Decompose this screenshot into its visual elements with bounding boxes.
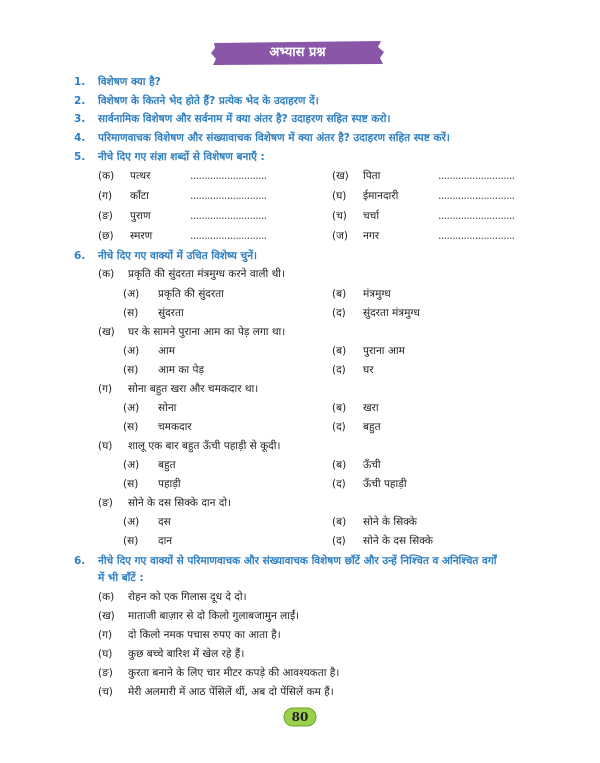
item-label: (ख) bbox=[98, 610, 115, 622]
option-label: (द) bbox=[332, 307, 346, 319]
question-2 bbox=[0, 91, 600, 111]
sentence-text: दो किलो नमक पचास रुपए का आता है। bbox=[128, 629, 281, 641]
sentence-text: कुछ बच्चे बारिश में खेल रहे हैं। bbox=[128, 648, 245, 660]
question-number: 6. bbox=[74, 555, 86, 567]
option-label: (स) bbox=[123, 307, 139, 319]
option-row bbox=[0, 455, 600, 475]
option-label: (अ) bbox=[123, 402, 140, 414]
question-5 bbox=[0, 147, 600, 167]
option-label: (द) bbox=[332, 421, 346, 433]
question-6 bbox=[0, 246, 600, 266]
option-text: सुंदरता bbox=[158, 307, 184, 319]
sentence-row bbox=[0, 493, 600, 513]
option-text: चमकदार bbox=[158, 421, 192, 433]
answer-blank: ........................... bbox=[190, 170, 267, 182]
option-label: (स) bbox=[123, 421, 139, 433]
item-label: (च) bbox=[332, 210, 347, 222]
item-label: (क) bbox=[98, 268, 115, 280]
page-title: अभ्यास प्रश्न bbox=[269, 45, 326, 60]
option-row bbox=[0, 512, 600, 532]
question-text: परिमाणवाचक विशेषण और संख्यावाचक विशेषण में क्या अंतर है? उदाहरण सहित स्पष्ट करें। bbox=[98, 132, 450, 144]
option-text: घर bbox=[363, 364, 374, 376]
option-label: (स) bbox=[123, 364, 139, 376]
list-item bbox=[0, 625, 600, 645]
option-text: ऊँची पहाड़ी bbox=[363, 478, 407, 490]
item-label: (ग) bbox=[98, 383, 113, 395]
item-label: (ज) bbox=[332, 230, 348, 242]
option-label: (द) bbox=[332, 364, 346, 376]
option-text: प्रकृति की सुंदरता bbox=[158, 288, 224, 300]
question-7-continued bbox=[0, 568, 600, 588]
item-label: (ङ) bbox=[98, 497, 113, 509]
item-word: पत्थर bbox=[130, 170, 151, 182]
question-number: 1. bbox=[74, 76, 86, 88]
option-text: ऊँची bbox=[363, 459, 381, 471]
answer-blank: ........................... bbox=[438, 190, 515, 202]
question-number: 4. bbox=[74, 132, 86, 144]
option-text: बहुत bbox=[158, 459, 176, 471]
question-text: विशेषण क्या है? bbox=[98, 76, 161, 88]
item-word: नगर bbox=[363, 230, 380, 242]
option-text: सोने के सिक्के bbox=[363, 516, 417, 528]
item-label: (ख) bbox=[332, 170, 349, 182]
question-4 bbox=[0, 128, 600, 148]
question-number: 2. bbox=[74, 95, 86, 107]
item-label: (छ) bbox=[98, 230, 114, 242]
sentence-text: माताजी बाज़ार से दो किलो गुलाबजामुन लाईं। bbox=[128, 610, 300, 622]
page-number: 80 bbox=[291, 710, 309, 724]
item-label: (ख) bbox=[98, 326, 115, 338]
item-label: (घ) bbox=[332, 190, 347, 202]
question-text: विशेषण के कितने भेद होते हैं? प्रत्येक भेद के उदाहरण दें। bbox=[98, 95, 319, 107]
question-number: 5. bbox=[74, 151, 86, 163]
option-row bbox=[0, 284, 600, 304]
list-item bbox=[0, 587, 600, 607]
item-word: पुराण bbox=[130, 210, 151, 222]
answer-blank: ........................... bbox=[438, 170, 515, 182]
answer-blank: ........................... bbox=[438, 230, 515, 242]
option-text: मंत्रमुग्ध bbox=[363, 288, 391, 300]
option-label: (द) bbox=[332, 535, 346, 547]
option-text: सुंदरता मंत्रमुग्ध bbox=[363, 307, 420, 319]
sentence-row bbox=[0, 379, 600, 399]
sentence-text: सोने के दस सिक्के दान दो। bbox=[128, 497, 232, 509]
option-text: आम का पेड़ bbox=[158, 364, 205, 376]
option-text: दस bbox=[158, 516, 171, 528]
sentence-text: मेरी अलमारी में आठ पेंसिलें थीं, अब दो पेंसिलें कम हैं। bbox=[128, 686, 334, 698]
question-text: नीचे दिए गए वाक्यों से परिमाणवाचक और संख्यावाचक विशेषण छाँटें और उन्हें निश्चित व अनिश्चित वर्गों bbox=[98, 555, 497, 567]
question-text: सार्वनामिक विशेषण और सर्वनाम में क्या अंतर है? उदाहरण सहित स्पष्ट करो। bbox=[98, 113, 391, 125]
option-text: खरा bbox=[363, 402, 379, 414]
answer-blank: ........................... bbox=[190, 210, 267, 222]
sentence-row bbox=[0, 264, 600, 284]
option-row bbox=[0, 474, 600, 494]
list-item bbox=[0, 663, 600, 683]
item-word: पिता bbox=[363, 170, 381, 182]
option-label: (ब) bbox=[332, 516, 347, 528]
sentence-text: कुरता बनाने के लिए चार मीटर कपड़े की आवश्यकता है। bbox=[128, 667, 340, 679]
option-row bbox=[0, 303, 600, 323]
answer-blank: ........................... bbox=[190, 190, 267, 202]
sentence-text: सोना बहुत खरा और चमकदार था। bbox=[128, 383, 259, 395]
question-text: में भी बाँटें : bbox=[98, 572, 144, 584]
item-word: स्मरण bbox=[130, 230, 153, 242]
option-label: (स) bbox=[123, 535, 139, 547]
sentence-text: शालू एक बार बहुत ऊँची पहाड़ी से कूदी। bbox=[128, 440, 281, 452]
option-label: (स) bbox=[123, 478, 139, 490]
page-number-badge bbox=[283, 707, 317, 727]
list-item bbox=[0, 166, 600, 186]
option-label: (अ) bbox=[123, 345, 140, 357]
option-row bbox=[0, 341, 600, 361]
question-3 bbox=[0, 109, 600, 129]
list-item bbox=[0, 644, 600, 664]
option-text: बहुत bbox=[363, 421, 381, 433]
list-item bbox=[0, 186, 600, 206]
list-item bbox=[0, 682, 600, 702]
item-label: (घ) bbox=[98, 440, 113, 452]
answer-blank: ........................... bbox=[438, 210, 515, 222]
question-number: 6. bbox=[74, 250, 86, 262]
option-text: सोना bbox=[158, 402, 177, 414]
sentence-text: रोहन को एक गिलास दूध दे दो। bbox=[128, 591, 247, 603]
option-label: (द) bbox=[332, 478, 346, 490]
question-1 bbox=[0, 72, 600, 92]
question-text: नीचे दिए गए वाक्यों में उचित विशेष्य चुनें। bbox=[98, 250, 258, 262]
answer-blank: ........................... bbox=[190, 230, 267, 242]
item-word: चर्चा bbox=[363, 210, 380, 222]
option-label: (ब) bbox=[332, 459, 347, 471]
option-label: (अ) bbox=[123, 288, 140, 300]
item-label: (च) bbox=[98, 686, 113, 698]
question-number: 3. bbox=[74, 113, 86, 125]
item-word: काँटा bbox=[130, 190, 149, 202]
item-label: (ग) bbox=[98, 629, 113, 641]
item-word: ईमानदारी bbox=[363, 190, 399, 202]
item-label: (घ) bbox=[98, 648, 113, 660]
option-text: सोने के दस सिक्के bbox=[363, 535, 433, 547]
item-label: (ङ) bbox=[98, 667, 113, 679]
option-row bbox=[0, 417, 600, 437]
sentence-row bbox=[0, 322, 600, 342]
option-text: आम bbox=[158, 345, 176, 357]
option-label: (ब) bbox=[332, 288, 347, 300]
option-row bbox=[0, 398, 600, 418]
sentence-row bbox=[0, 436, 600, 456]
option-label: (अ) bbox=[123, 459, 140, 471]
option-row bbox=[0, 531, 600, 551]
option-label: (ब) bbox=[332, 402, 347, 414]
option-text: पहाड़ी bbox=[158, 478, 181, 490]
option-label: (अ) bbox=[123, 516, 140, 528]
option-text: पुराना आम bbox=[363, 345, 405, 357]
item-label: (ङ) bbox=[98, 210, 113, 222]
title-banner bbox=[210, 40, 385, 66]
item-label: (ग) bbox=[98, 190, 113, 202]
list-item bbox=[0, 226, 600, 246]
list-item bbox=[0, 606, 600, 626]
option-label: (ब) bbox=[332, 345, 347, 357]
item-label: (क) bbox=[98, 591, 115, 603]
sentence-text: घर के सामने पुराना आम का पेड़ लगा था। bbox=[128, 326, 286, 338]
list-item bbox=[0, 206, 600, 226]
option-text: दान bbox=[158, 535, 173, 547]
option-row bbox=[0, 360, 600, 380]
sentence-text: प्रकृति की सुंदरता मंत्रमुग्ध करने वाली थी। bbox=[128, 268, 285, 280]
question-text: नीचे दिए गए संज्ञा शब्दों से विशेषण बनाएँ : bbox=[98, 151, 265, 163]
item-label: (क) bbox=[98, 170, 115, 182]
